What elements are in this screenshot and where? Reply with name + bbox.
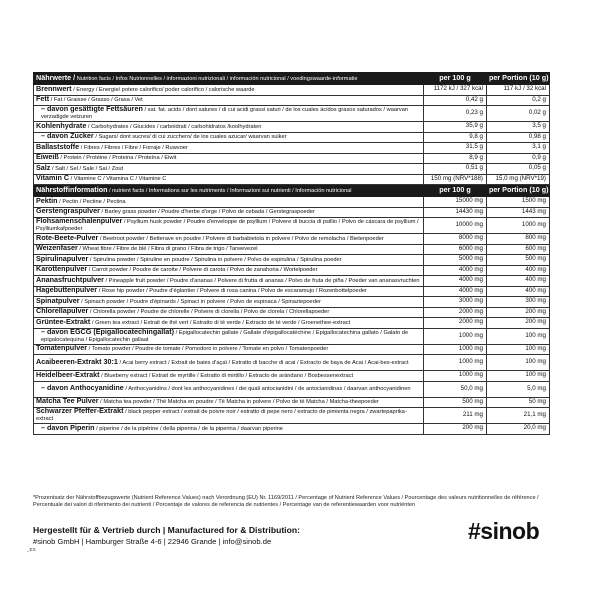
nutrient-translations: / Green tea extract / Extrait de thé vert / Estratto di tè verde / Extracto de té verde / Groenethee-extract (90, 319, 351, 326)
table-row (34, 276, 550, 287)
table-row (34, 371, 550, 382)
value-per-portion: 1000 mg (487, 218, 550, 234)
nutrient-translations: / Spirulina powder / Spiruline en poudre / Spirulina in polvere / Polvo de espirulina / Spirulina poeder (88, 256, 342, 263)
nutrient-cell (34, 265, 424, 276)
table-row (34, 355, 550, 371)
nutrient-name: Grüntee-Extrakt (36, 317, 91, 326)
nutrient-translations: / Blueberry extract / Extrait de myrtille / Estratto di mirtillo / Extracto de arándano / Bosbessenextract (99, 372, 354, 379)
table-row (34, 286, 550, 297)
value-per-100g: 4000 mg (424, 286, 487, 297)
value-per-100g: 14430 mg (424, 207, 487, 218)
nutrient-cell (34, 143, 424, 154)
nutrient-cell (34, 164, 424, 175)
nutrient-translations: / Fat / Graisse / Grasso / Grasa / Vet (49, 97, 143, 104)
nutrient-name: Kohlenhydrate (36, 121, 87, 130)
value-per-100g: 8,9 g (424, 153, 487, 164)
nutrient-cell (34, 286, 424, 297)
table-row (34, 95, 550, 106)
table-row (34, 143, 550, 154)
nutrient-translations: / Pineapple fruit powder / Poudre d'ananas / Polvere di frutta di ananas / Polvo de fruta de piña / Poeder van ananasvruchten (103, 277, 420, 284)
value-per-100g: 8000 mg (424, 234, 487, 245)
nutrient-translations: / Psyllium husk powder / Poudre d'enveloppe de psyllium / Polvere di buccia di psillio / Polvo de cáscara de psyllium / Psylliumkafpoeder (36, 219, 419, 232)
nutrient-cell (34, 95, 424, 106)
nutrient-translations: / Acai berry extract / Extrait de baies d'açaï / Estratto di bacche di acai / Extracto de baya de Acai / Acai-bes-extract (117, 359, 409, 366)
value-per-portion: 1443 mg (487, 207, 550, 218)
nutrient-name: Acaibeeren-Extrakt 30:1 (36, 356, 118, 366)
value-per-portion: 3,5 g (487, 122, 550, 133)
table-row (34, 318, 550, 329)
value-per-portion: 0,02 g (487, 106, 550, 122)
nutrient-translations: / Carrot powder / Poudre de carotte / Polvere di carota / Polvo de zanahoria / Wortelpoeder (87, 267, 318, 274)
nutrient-translations: / black pepper extract / extrait de poivre noir / estratto di pepe nero / extracto de pimienta negra / zwartepaprika-extract (36, 409, 407, 422)
value-per-portion: 21,1 mg (487, 408, 550, 424)
value-per-100g: 1000 mg (424, 328, 487, 344)
table-row (34, 265, 550, 276)
nutrient-cell (34, 297, 424, 308)
table-row (34, 344, 550, 355)
value-per-100g: 4000 mg (424, 265, 487, 276)
header-title (34, 185, 424, 197)
table-row (34, 255, 550, 266)
nutrient-name: Schwarzer Pfeffer-Extrakt (36, 407, 124, 416)
nutrient-translations: / Rose hip powder / Poudre d'églantier / Polvere di rosa canina / Polvo de escaramujo / Rozenbottelpoeder (97, 288, 367, 295)
value-per-100g: 4000 mg (424, 276, 487, 287)
table-row (34, 424, 550, 435)
nutrient-cell (34, 153, 424, 164)
table-row (34, 328, 550, 344)
nutrient-name: Flohsamenschalenpulver (36, 217, 123, 226)
value-per-100g: 1000 mg (424, 355, 487, 371)
nutrient-translations: / Pectin / Pectine / Pectina (57, 198, 126, 205)
nutrient-translations: / Barley grass powder / Poudre d'herbe d'orge / Polvo de cebada / Gerstegraspoeder (99, 209, 315, 216)
value-per-portion: 100 mg (487, 355, 550, 371)
value-per-100g: 35,9 g (424, 122, 487, 133)
table-row (34, 153, 550, 164)
table-row (34, 207, 550, 218)
table-row (34, 197, 550, 208)
nutrient-cell (34, 424, 424, 435)
nutrient-translations: / Carbohydrates / Glucides / carboidrati / carbohidratos /koolhydraten (86, 123, 262, 130)
nutrient-name: Salz (36, 163, 51, 172)
table-row (34, 85, 550, 96)
header-subtitle: / nutrient facts / Informations sur les nutriments / Informazioni sui nutrienti / Información nutricional (107, 187, 352, 194)
value-per-portion: 0,98 g (487, 132, 550, 143)
value-per-100g: 9,8 g (424, 132, 487, 143)
nutrient-name: – davon EGCG (Epigallocatechingallat) (41, 328, 174, 336)
value-per-portion: 400 mg (487, 286, 550, 297)
nutrient-cell (34, 344, 424, 355)
value-per-portion: 1500 mg (487, 197, 550, 208)
nutrient-name: Matcha Tee Pulver (36, 397, 99, 406)
nutrient-translations: / Protein / Protéine / Proteina / Proteína / Eiwit (58, 155, 177, 162)
nutrient-translations: / Wheat fibre / Fibre de blé / Fibra di grano / Fibra de trigo / Tarwevezel (77, 246, 258, 253)
nutrient-name: Spirulinapulver (36, 254, 89, 263)
nutrient-name: Weizenfaser (36, 244, 78, 253)
table-row (34, 381, 550, 397)
header-per-portion: per Portion (10 g) (487, 73, 550, 85)
nutrient-cell (34, 381, 424, 397)
value-per-portion: 200 mg (487, 307, 550, 318)
table-row (34, 132, 550, 143)
nutrient-translations: / Anthocyanidins / dont les anthocyanidines / dei quali antocianidini / de antocianidinas / daarvan anthocyanidinen (123, 386, 411, 393)
value-per-portion: 0,2 g (487, 95, 550, 106)
nutrition-table-body (34, 73, 550, 435)
value-per-100g: 1000 mg (424, 344, 487, 355)
table-row (34, 164, 550, 175)
value-per-portion: 117 kJ / 32 kcal (487, 85, 550, 96)
nutrient-name: Pektin (36, 196, 58, 205)
table-row (34, 397, 550, 408)
nutrient-cell (34, 218, 424, 234)
value-per-100g: 3000 mg (424, 297, 487, 308)
table-row (34, 106, 550, 122)
nutrient-translations: / Sugars/ dont sucres/ di cui zucchero/ de los cuales azucar/ waarvan suiker (93, 134, 287, 141)
value-per-100g: 1172 kJ / 327 kcal (424, 85, 487, 96)
nutrient-translations: / sat. fat. acids / dont satures / di cui acidi grassi saturi / de los cuales ácidos grasos saturados / waarvan verzadigde vetzuren (41, 107, 409, 120)
nutrient-cell (34, 197, 424, 208)
nutrient-cell (34, 85, 424, 96)
nutrient-translations: / Energy / Energie/ potere calorifico/ poder calorífico / calorische waarde (71, 86, 255, 93)
nutrient-cell (34, 397, 424, 408)
header-per-100g: per 100 g (424, 185, 487, 197)
nutrient-name: Heidelbeer-Extrakt (36, 370, 100, 379)
nutrient-name: Hagebuttenpulver (36, 286, 98, 295)
nutrient-translations: / Tomato powder / Poudre de tomate / Pomodoro in polvere / Tomate en polvo / Tomatenpoeder (87, 346, 329, 353)
nutrient-translations: / Salt / Sel / Sale / Sal / Zout (50, 165, 124, 172)
nutrient-cell (34, 255, 424, 266)
nutrient-name: – davon gesättigte Fettsäuren (41, 105, 143, 114)
nutrient-name: – davon Anthocyanidine (41, 383, 124, 393)
value-per-100g: 200 mg (424, 424, 487, 435)
value-per-portion: 0,05 g (487, 164, 550, 175)
value-per-portion: 100 mg (487, 371, 550, 382)
table-row (34, 297, 550, 308)
header-subtitle: Nutrition facts / Infos Nutrionnelles / informazioni nutrizionali / información nutricional / voedingswaarde-informatie (75, 75, 358, 82)
value-per-portion: 600 mg (487, 244, 550, 255)
nutrient-cell (34, 328, 424, 344)
value-per-100g: 0,42 g (424, 95, 487, 106)
value-per-portion: 100 mg (487, 328, 550, 344)
nutrient-name: Tomatenpulver (36, 344, 87, 353)
value-per-portion: 3,1 g (487, 143, 550, 154)
table-row (34, 174, 550, 185)
nutrient-translations: / Vitamine C / Vitamina C / Vitamine C (69, 176, 167, 183)
nutrient-translations: / Spinach powder / Poudre d'épinards / Spinaci in polvere / Polvo de espinaca / Spinaziepoeder (79, 298, 321, 305)
nutrient-cell (34, 307, 424, 318)
nutrient-cell (34, 106, 424, 122)
nutrient-name: Fett (36, 95, 50, 104)
value-per-portion: 100 mg (487, 344, 550, 355)
table-row (34, 122, 550, 133)
nutrient-cell (34, 244, 424, 255)
value-per-100g: 10000 mg (424, 218, 487, 234)
table-row (34, 234, 550, 245)
manufacturer-address: #sinob GmbH | Hamburger Straße 4-6 | 22946 Grande | info@sinob.de (33, 537, 272, 546)
nutrient-cell (34, 318, 424, 329)
nutrient-cell (34, 371, 424, 382)
nutrient-cell (34, 207, 424, 218)
nutrient-name: Ballaststoffe (36, 142, 80, 151)
nutrient-cell (34, 122, 424, 133)
value-per-100g: 150 mg (NRV*188) (424, 174, 487, 185)
value-per-portion: 400 mg (487, 265, 550, 276)
sinob-logo: #sinob (468, 518, 540, 544)
table-row (34, 218, 550, 234)
value-per-100g: 2000 mg (424, 318, 487, 329)
nutrient-cell (34, 408, 424, 424)
nutrient-name: Ananasfruchtpulver (36, 275, 104, 284)
value-per-portion: 0,9 g (487, 153, 550, 164)
value-per-100g: 500 mg (424, 397, 487, 408)
nutrient-translations: / Fibres / Fibres / Fibre / Forraje / Ruwvoer (79, 144, 188, 151)
header-per-100g: per 100 g (424, 73, 487, 85)
nutrient-translations: / Beetroot powder / Betterave en poudre / Polvere di barbabietola in polvere / Polvo de remolacha / Bietenpoeder (98, 235, 384, 242)
value-per-portion: 5,0 mg (487, 381, 550, 397)
value-per-portion: 800 mg (487, 234, 550, 245)
value-per-portion: 15,0 mg (NRV*19) (487, 174, 550, 185)
nutrient-translations: / Matcha tea powder / Thé Matcha en poudre / Tè Matcha in polvere / Polvo de té Matcha / Matcha-theepoeder (98, 399, 379, 406)
header-name: Nährwerte / (36, 72, 76, 82)
nutrient-name: Brennwert (36, 84, 72, 93)
nutrient-cell (34, 132, 424, 143)
footnote: *Prozentsatz der Nährstoffbezugswerte (Nutrient Reference Values) nach Verordnung (EU) Nr. 1169/2011 / Percentage of Nutrient Reference Values / Pourcentage des valeurs nutritionnelles de référence / Percentuale dei valori di riferimento dei nutrienti / Porcentaje de valores de referencia de nutrientes / Percentage van de referentiewaarden voor nutriënten (33, 495, 539, 509)
manufacturer-label: Hergestellt für & Vertrieb durch | Manufactured for & Distribution: (33, 525, 300, 535)
nutrient-name: Rote-Beete-Pulver (36, 233, 99, 242)
value-per-100g: 5000 mg (424, 255, 487, 266)
header-name: Nährstoffinformation (36, 184, 108, 194)
nutrient-name: – davon Zucker (41, 132, 94, 141)
nutrient-name: Eiweiß (36, 153, 59, 162)
value-per-100g: 1000 mg (424, 371, 487, 382)
nutrient-cell (34, 174, 424, 185)
value-per-portion: 500 mg (487, 255, 550, 266)
value-per-100g: 2000 mg (424, 307, 487, 318)
nutrition-table (33, 72, 550, 435)
value-per-100g: 6000 mg (424, 244, 487, 255)
value-per-100g: 0,23 g (424, 106, 487, 122)
nutrient-name: Chlorellapulver (36, 307, 89, 316)
header-per-portion: per Portion (10 g) (487, 185, 550, 197)
value-per-100g: 50,0 mg (424, 381, 487, 397)
table-row (34, 307, 550, 318)
nutrient-name: Spinatpulver (36, 296, 80, 305)
nutrient-name: Vitamin C (36, 174, 70, 183)
nutrient-name: Gerstengraspulver (36, 207, 100, 216)
nutrient-cell (34, 234, 424, 245)
nutrient-translations: / piperine / de la pipérine / della piperina / de la piperina / daarvan piperine (94, 425, 283, 432)
table-header-row (34, 185, 550, 197)
value-per-portion: 50 mg (487, 397, 550, 408)
value-per-100g: 211 mg (424, 408, 487, 424)
nutrient-translations: / Epigallocatechin gallate / Gallate d'épigallocatéchine / Epigallocatechina gallato / Galato de epigalocatequina / Epigallocatechin gallaat (41, 329, 409, 343)
print-code: _ES (27, 547, 36, 552)
table-row (34, 408, 550, 424)
value-per-portion: 400 mg (487, 276, 550, 287)
value-per-portion: 20,0 mg (487, 424, 550, 435)
nutrient-name: Karottenpulver (36, 265, 88, 274)
nutrient-translations: / Chlorella powder / Poudre de chlorelle / Polvere di clorella / Polvo de clorela / Chlorellapoeder (88, 309, 330, 316)
table-row (34, 244, 550, 255)
value-per-100g: 31,5 g (424, 143, 487, 154)
value-per-portion: 300 mg (487, 297, 550, 308)
nutrient-name: – davon Piperin (41, 423, 95, 432)
value-per-portion: 200 mg (487, 318, 550, 329)
header-title (34, 73, 424, 85)
value-per-100g: 15000 mg (424, 197, 487, 208)
nutrient-cell (34, 276, 424, 287)
nutrient-cell (34, 355, 424, 371)
table-header-row (34, 73, 550, 85)
value-per-100g: 0,51 g (424, 164, 487, 175)
